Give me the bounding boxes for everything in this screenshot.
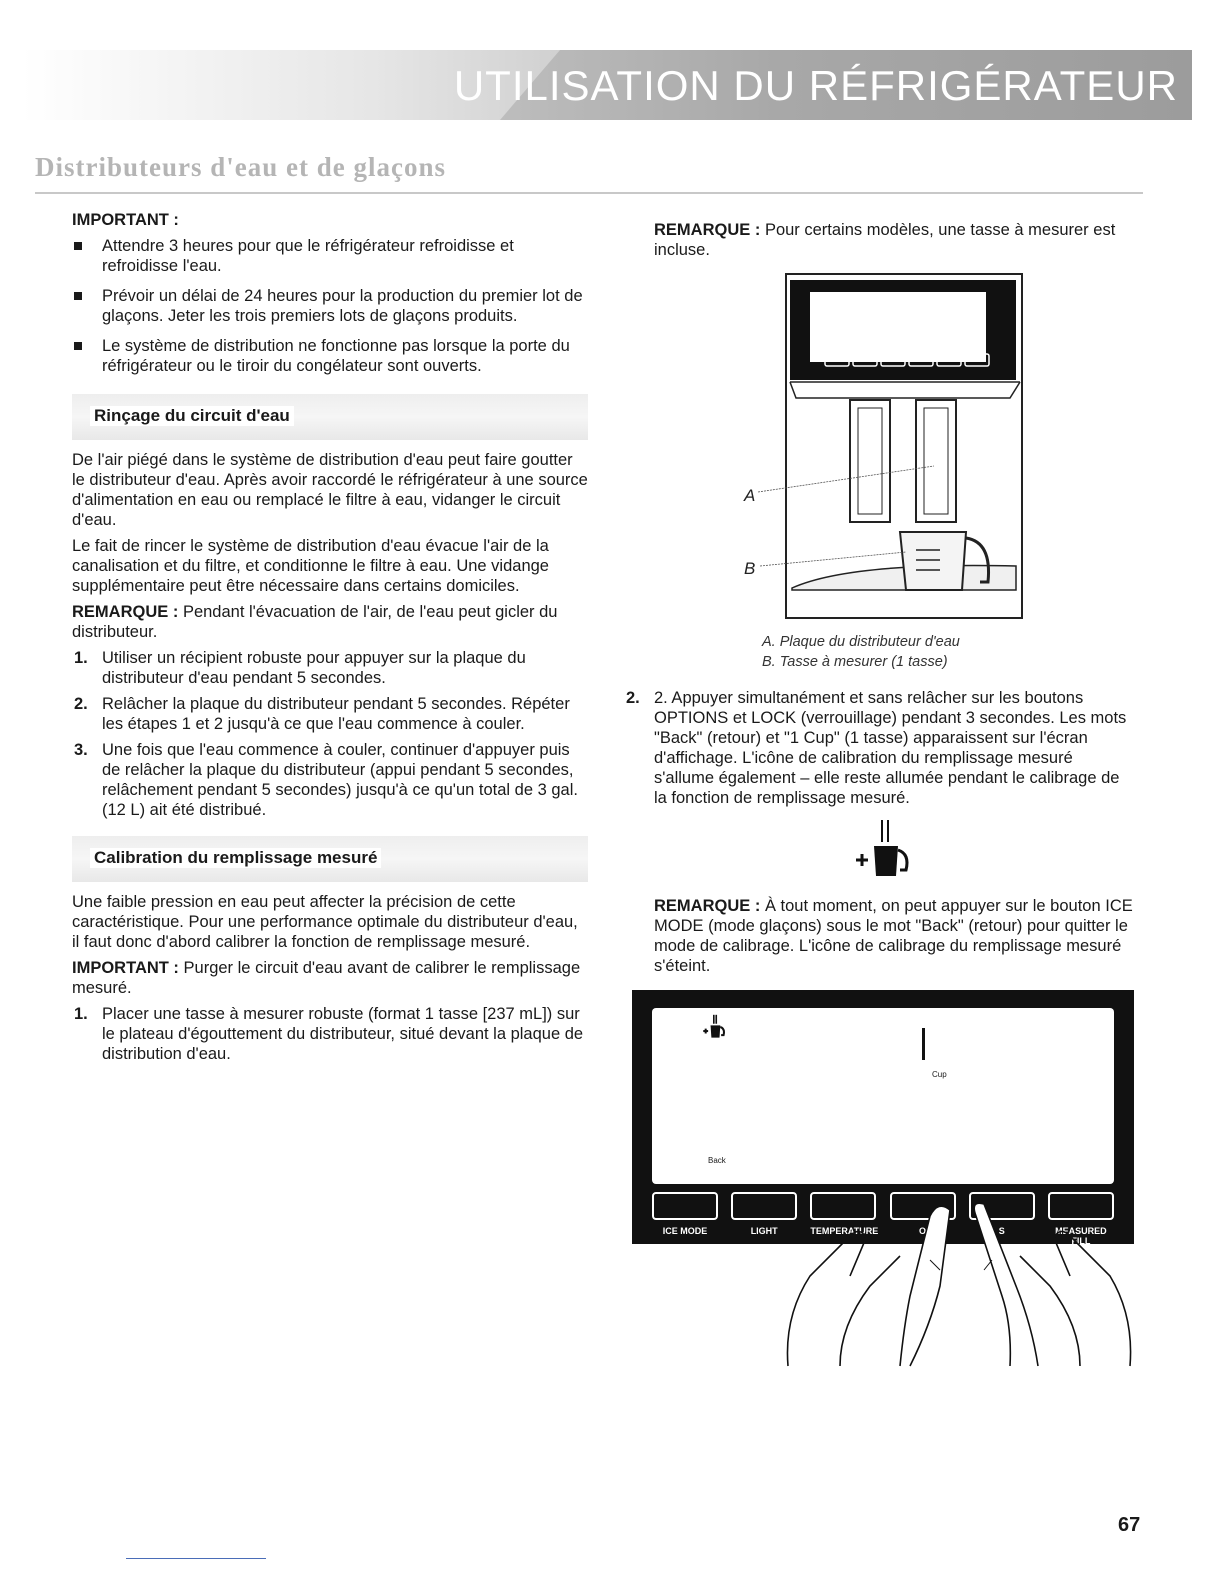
footer-link-line <box>126 1558 266 1559</box>
section-title: Distributeurs d'eau et de glaçons <box>35 152 446 182</box>
light-label: LIGHT <box>750 1226 778 1236</box>
measured-fill-calibration-icon <box>848 818 912 882</box>
important-label: IMPORTANT : <box>72 211 179 229</box>
caption-a: A. Plaque du distributeur d'eau <box>762 634 960 650</box>
measured-fill-label: MEASURED FILL <box>1055 1226 1107 1246</box>
note1-label: REMARQUE : <box>654 221 761 239</box>
figure-caption <box>762 632 1062 672</box>
page-header-title: UTILISATION DU RÉFRIGÉRATEUR <box>453 62 1178 109</box>
calibration-heading: Calibration du remplissage mesuré <box>90 848 381 868</box>
figure-label-a: A <box>744 486 756 505</box>
section-divider <box>35 192 1143 194</box>
ice-mode-button[interactable] <box>652 1192 718 1220</box>
rincage-step-1: 1. Utiliser un récipient robuste pour appuyer sur la plaque du distributeur d'eau pendant 5 secondes. <box>74 649 526 687</box>
display-calibration-icon <box>700 1014 726 1040</box>
display-screen <box>652 1008 1114 1184</box>
right-note-2 <box>654 896 1144 982</box>
lock-label: S <box>998 1226 1005 1236</box>
options-label: O <box>919 1226 927 1236</box>
caption-b: B. Tasse à mesurer (1 tasse) <box>762 654 948 670</box>
rincage-heading-band <box>72 394 588 440</box>
display-back-text: Back <box>708 1156 726 1165</box>
rincage-paragraph-1: De l'air piégé dans le système de distribution d'eau peut faire goutter le distributeur d'eau. Après avoir raccordé le réfrigérateur à une source d'alimentation en eau ou remplacé le filtre à eau, vidanger le circuit d'eau. <box>72 451 588 529</box>
page-number: 67 <box>1118 1514 1141 1536</box>
important-bullet-2: Prévoir un délai de 24 heures pour la production du premier lot de glaçons. Jeter les trois premiers lots de glaçons produits. <box>72 286 588 326</box>
right-step-2 <box>624 688 1134 814</box>
rincage-step-2: 2. Relâcher la plaque du distributeur pendant 5 secondes. Répéter les étapes 1 et 2 jusqu'à ce que l'eau commence à couler. <box>74 695 570 733</box>
calibration-important <box>72 958 588 998</box>
rincage-step-3: 3. Une fois que l'eau commence à couler, continuer d'appuyer puis de relâcher la plaque du distributeur (appui pendant 5 secondes, relâchement pendant 5 secondes) jusqu'à ce qu'un total de 3 gal. (12 L) ait été distribué. <box>74 741 578 819</box>
rincage-note-text: Pendant l'évacuation de l'air, de l'eau peut gicler du distributeur. <box>72 603 558 641</box>
calibration-paragraph: Une faible pression en eau peut affecter la précision de cette caractéristique. Pour une performance optimale du distributeur d'eau, il faut donc d'abord calibrer la fonction de remplissage mesuré. <box>72 893 578 951</box>
note2-label: REMARQUE : <box>654 897 761 915</box>
right-note-1 <box>654 220 1144 266</box>
hands-illustration <box>780 1196 1140 1372</box>
calibration-important-text: Purger le circuit d'eau avant de calibrer le remplissage mesuré. <box>72 959 581 997</box>
dispenser-illustration <box>730 270 1030 622</box>
temperature-label: TEMPERATURE <box>810 1226 879 1236</box>
calibration-step-1: 1. Placer une tasse à mesurer robuste (format 1 tasse [237 mL]) sur le plateau d'égouttement du distributeur, situé devant la plaque de distribution d'eau. <box>74 1005 584 1063</box>
calibration-important-label: IMPORTANT : <box>72 959 179 977</box>
note2-text: À tout moment, on peut appuyer sur le bouton ICE MODE (mode glaçons) sous le mot "Back" (retour) pour quitter le mode de calibrage. L'icône de calibrage du remplissage mesuré s'éteint. <box>654 897 1133 975</box>
important-bullet-3: Le système de distribution ne fonctionne pas lorsque la porte du réfrigérateur ou le tiroir du congélateur sont ouverts. <box>72 336 588 376</box>
ice-mode-label: ICE MODE <box>662 1226 708 1236</box>
display-digit-one <box>922 1028 925 1060</box>
calibration-heading-band <box>72 836 588 882</box>
note1-text: Pour certains modèles, une tasse à mesurer est incluse. <box>654 221 1116 259</box>
display-cup-text: Cup <box>932 1070 947 1079</box>
left-column <box>72 210 588 1070</box>
calibration-step-2: 2. 2. Appuyer simultanément et sans relâcher sur les boutons OPTIONS et LOCK (verrouillage) pendant 3 secondes. Les mots "Back" (retour) et "1 Cup" (1 tasse) apparaissent sur l'écran d'affichage. L'icône de calibration du remplissage mesuré s'allume également – elle reste allumée pendant le calibrage de la fonction de remplissage mesuré. <box>626 689 1127 807</box>
rincage-note <box>72 602 588 642</box>
rincage-note-label: REMARQUE : <box>72 603 179 621</box>
rincage-heading: Rinçage du circuit d'eau <box>90 406 294 426</box>
figure-label-b: B <box>744 559 756 578</box>
rincage-paragraph-2: Le fait de rincer le système de distribution d'eau évacue l'air de la canalisation et du filtre, et conditionne le filtre à eau. Une vidange supplémentaire peut être nécessaire dans certains domiciles. <box>72 537 549 595</box>
important-bullet-1: Attendre 3 heures pour que le réfrigérateur refroidisse et refroidisse l'eau. <box>72 236 588 276</box>
